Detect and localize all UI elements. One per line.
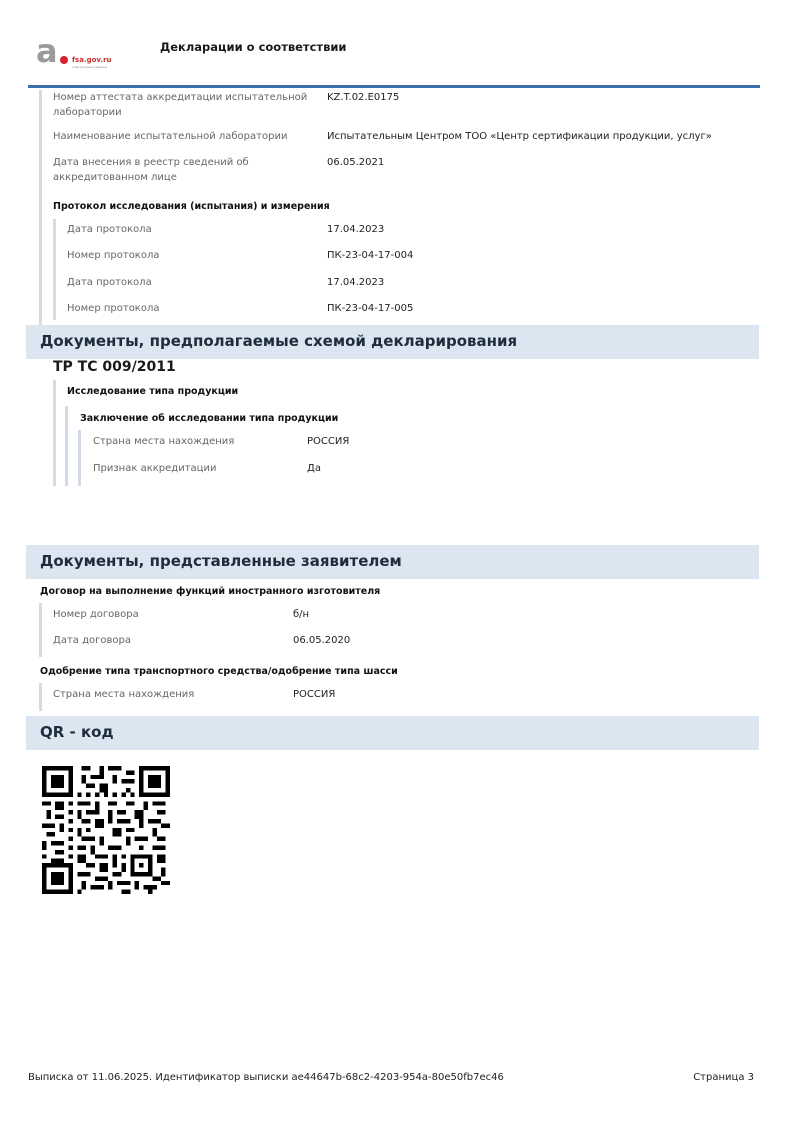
contract-number-label: Номер договора	[53, 609, 139, 620]
page-number: Страница 3	[693, 1072, 754, 1083]
applicant-docs-section-header	[26, 545, 759, 579]
contract-date-label: Дата договора	[53, 635, 131, 646]
conclusion-rows-indent-line	[78, 430, 81, 486]
qr-section-header	[26, 716, 759, 750]
protocol-date-value: 17.04.2023	[327, 224, 385, 235]
protocol-number-label: Номер протокола	[67, 303, 160, 314]
logo-subtext: электронные сервисы	[72, 65, 107, 69]
page-title: Декларации о соответствии	[160, 40, 347, 54]
page-header	[28, 30, 760, 88]
accreditation-value: KZ.T.02.E0175	[327, 92, 400, 103]
contract-indent-line	[39, 603, 42, 657]
tr-title: ТР ТС 009/2011	[53, 359, 176, 375]
accreditation-label: Номер аттестата аккредитации испытательной лаборатории	[53, 92, 308, 118]
scheme-docs-section-header	[26, 325, 759, 359]
approval-country-value: РОССИЯ	[293, 689, 336, 700]
scheme-docs-title: Документы, предполагаемые схемой декларирования	[40, 332, 518, 350]
logo-text: fsa.gov.ru	[72, 56, 112, 64]
lab-name-value: Испытательным Центром ТОО «Центр сертификации продукции, услуг»	[327, 131, 712, 142]
protocol-heading: Протокол исследования (испытания) и измерения	[53, 201, 330, 212]
registry-date-label: Дата внесения в реестр сведений об аккредитованном лице	[53, 157, 249, 183]
logo-dot-icon	[60, 56, 68, 64]
protocol-date-label: Дата протокола	[67, 224, 152, 235]
type-study-heading: Исследование типа продукции	[67, 386, 239, 397]
country-value: РОССИЯ	[307, 436, 350, 447]
protocol-date-label: Дата протокола	[67, 277, 152, 288]
approval-indent-line	[39, 683, 42, 711]
accreditation-sign-value: Да	[307, 463, 321, 474]
protocol-number-label: Номер протокола	[67, 250, 160, 261]
fsa-logo[interactable]	[36, 34, 136, 74]
conclusion-heading: Заключение об исследовании типа продукции	[80, 413, 339, 424]
approval-country-label: Страна места нахождения	[53, 689, 195, 700]
contract-heading: Договор на выполнение функций иностранного изготовителя	[40, 586, 381, 597]
protocol-indent-line	[53, 219, 56, 320]
lab-indent-line	[39, 90, 42, 326]
accreditation-sign-label: Признак аккредитации	[93, 463, 217, 474]
approval-heading: Одобрение типа транспортного средства/одобрение типа шасси	[40, 666, 398, 677]
qr-title: QR - код	[40, 723, 114, 741]
protocol-date-value: 17.04.2023	[327, 277, 385, 288]
type-study-indent-line	[53, 380, 56, 486]
applicant-docs-title: Документы, представленные заявителем	[40, 552, 402, 570]
registry-date-value: 06.05.2021	[327, 157, 385, 168]
protocol-number-value: ПК-23-04-17-004	[327, 250, 414, 261]
contract-date-value: 06.05.2020	[293, 635, 351, 646]
country-label: Страна места нахождения	[93, 436, 235, 447]
footer-extract-info: Выписка от 11.06.2025. Идентификатор выписки ae44647b-68c2-4203-954a-80e50fb7ec46	[28, 1072, 504, 1083]
page-footer	[28, 1072, 754, 1083]
contract-number-value: б/н	[293, 609, 310, 620]
protocol-number-value: ПК-23-04-17-005	[327, 303, 414, 314]
logo-a-icon: a	[36, 32, 58, 70]
lab-name-label: Наименование испытательной лаборатории	[53, 131, 288, 142]
conclusion-indent-line	[65, 406, 68, 486]
qr-code-image	[42, 766, 170, 894]
